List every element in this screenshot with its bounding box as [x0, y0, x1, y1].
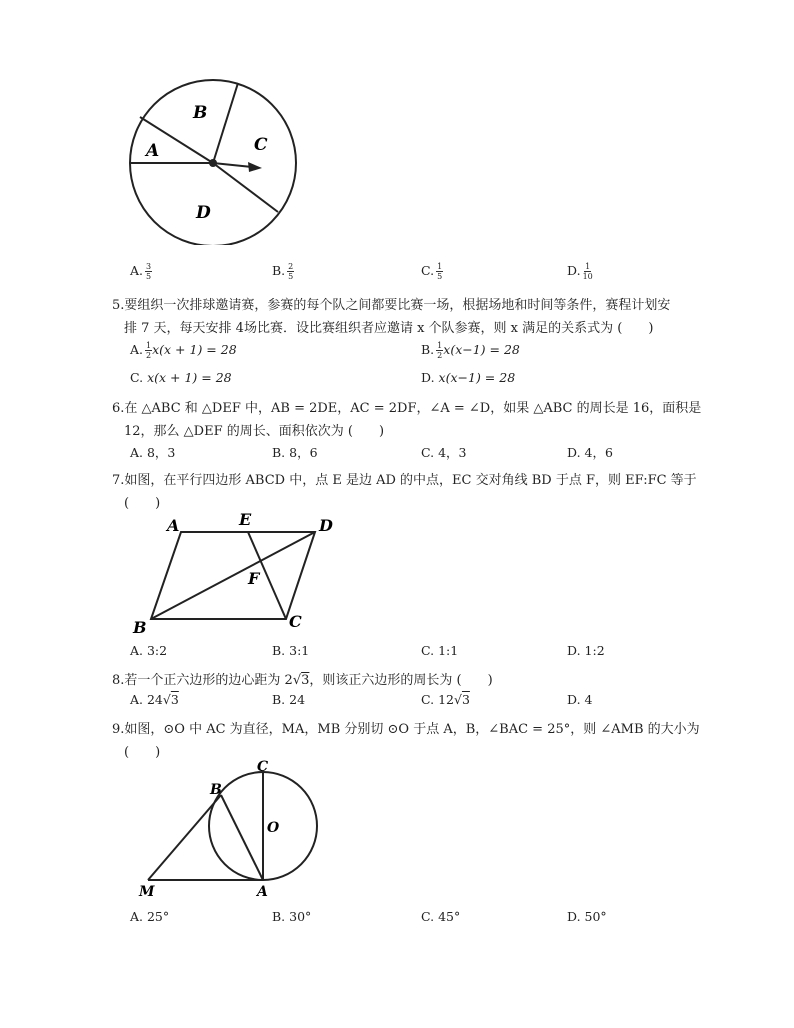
- label-f: F: [248, 569, 260, 588]
- q8-stem: 8.若一个正六边形的边心距为 2√3，则该正六边形的周长为 ( ): [112, 673, 493, 688]
- label-a: A: [167, 516, 180, 535]
- label-b: B: [210, 782, 222, 798]
- q9-stem-line1: 9.如图，⊙O 中 AC 为直径，MA，MB 分别切 ⊙O 于点 A，B，∠BAC = 25°，则 ∠AMB 的大小为: [112, 722, 700, 737]
- q4-option-c[interactable]: C. $\frac{1}{5}$: [421, 262, 443, 281]
- sqrt-symbol: √: [292, 673, 302, 688]
- q6-stem-line2: 12，那么 △DEF 的周长、面积依次为 ( ): [124, 424, 385, 439]
- q7-option-d[interactable]: D. 1:2: [567, 643, 605, 658]
- q7-stem-line2: ( ): [124, 496, 161, 511]
- label-a: A: [257, 884, 268, 900]
- q5-stem-line2: 排 7 天，每天安排 4场比赛．设比赛组织者应邀请 x 个队参赛，则 x 满足的关系式为 ( ): [124, 321, 654, 336]
- spinner-figure: [120, 75, 310, 245]
- q5-option-b[interactable]: B. $\frac{1}{2}$ x(x−1) = 28: [421, 341, 520, 360]
- q9-option-b[interactable]: B. 30°: [272, 909, 312, 924]
- region-label-a: A: [146, 141, 160, 161]
- region-label-c: C: [254, 135, 268, 155]
- q9-option-c[interactable]: C. 45°: [421, 909, 461, 924]
- q4-option-d[interactable]: D. $\frac{1}{10}$: [567, 262, 593, 281]
- q9-option-a[interactable]: A. 25°: [130, 909, 170, 924]
- q6-option-b[interactable]: B. 8，6: [272, 445, 318, 460]
- q6-stem-line1: 6.在 △ABC 和 △DEF 中，AB = 2DE，AC = 2DF，∠A = ∠D，如果 △ABC 的周长是 16，面积是: [112, 401, 702, 416]
- q9-option-d[interactable]: D. 50°: [567, 909, 607, 924]
- label-c: C: [257, 759, 269, 775]
- q4-option-b[interactable]: B. $\frac{2}{5}$: [272, 262, 294, 281]
- q6-option-c[interactable]: C. 4，3: [421, 445, 467, 460]
- q5-stem-line1: 5.要组织一次排球邀请赛，参赛的每个队之间都要比赛一场，根据场地和时间等条件，赛程计划安: [112, 298, 671, 313]
- q7-option-c[interactable]: C. 1:1: [421, 643, 459, 658]
- region-label-d: D: [196, 203, 211, 223]
- label-c: C: [289, 612, 302, 631]
- q4-option-a[interactable]: A. $\frac{3}{5}$: [130, 262, 152, 281]
- q8-option-d[interactable]: D. 4: [567, 692, 593, 707]
- circle-tangent-figure: [135, 758, 335, 903]
- q7-stem-line1: 7.如图，在平行四边形 ABCD 中，点 E 是边 AD 的中点，EC 交对角线 BD 于点 F，则 EF:FC 等于: [112, 473, 697, 488]
- parallelogram-figure: [125, 505, 355, 645]
- q8-option-c[interactable]: C. 12√3: [421, 692, 470, 707]
- q7-option-b[interactable]: B. 3:1: [272, 643, 310, 658]
- label-b: B: [133, 618, 147, 637]
- region-label-b: B: [193, 103, 208, 123]
- q9-stem-line2: ( ): [124, 745, 161, 760]
- q6-option-d[interactable]: D. 4，6: [567, 445, 613, 460]
- label-m: M: [139, 884, 155, 900]
- q5-option-c[interactable]: C. x(x + 1) = 28: [130, 370, 232, 385]
- label-e: E: [239, 510, 252, 529]
- q7-option-a[interactable]: A. 3:2: [130, 643, 168, 658]
- q5-option-a[interactable]: A. $\frac{1}{2}$ x(x + 1) = 28: [130, 341, 237, 360]
- q8-option-b[interactable]: B. 24: [272, 692, 306, 707]
- q8-option-a[interactable]: A. 24√3: [130, 692, 179, 707]
- label-d: D: [319, 516, 333, 535]
- label-o: O: [267, 820, 280, 836]
- q5-option-d[interactable]: D. x(x−1) = 28: [421, 370, 516, 385]
- q6-option-a[interactable]: A. 8，3: [130, 445, 176, 460]
